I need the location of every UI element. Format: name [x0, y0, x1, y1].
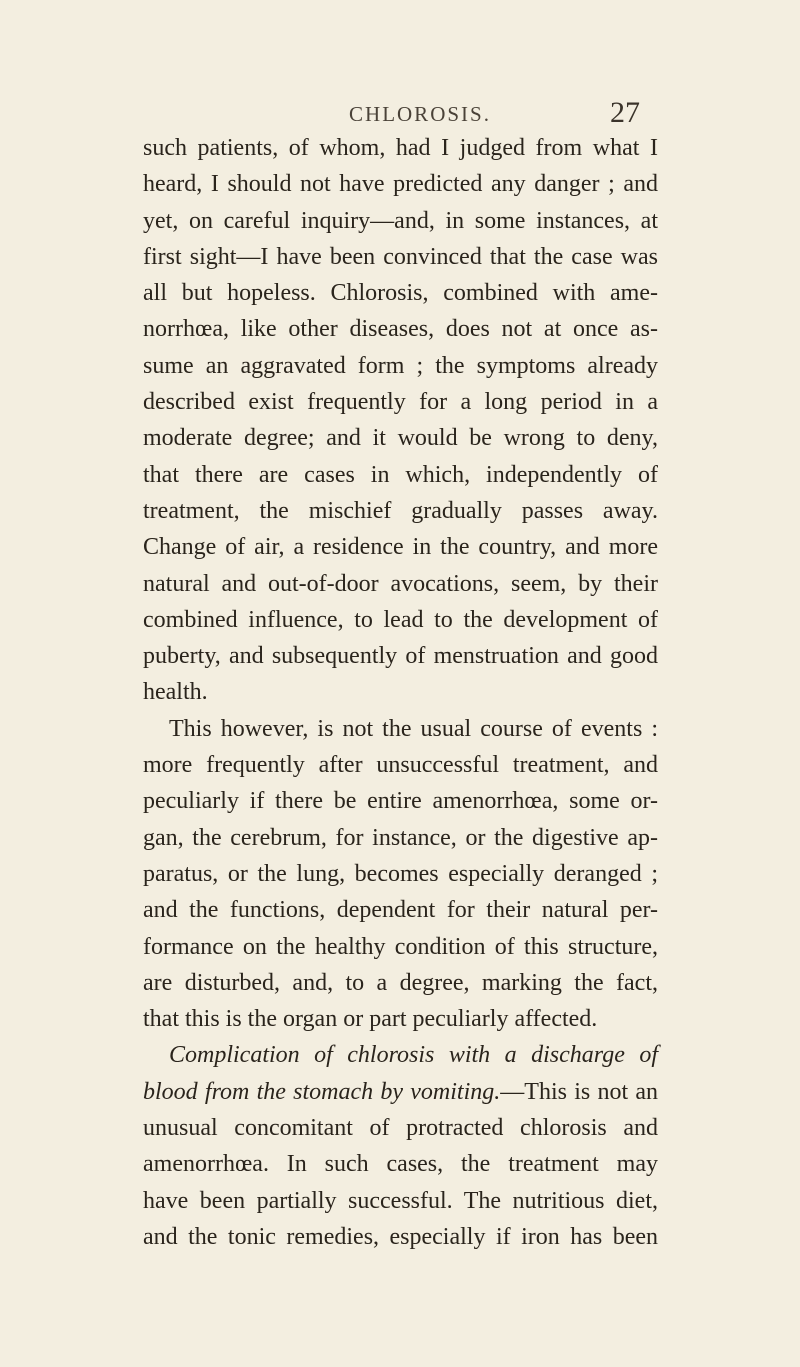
- text-line: health.: [143, 679, 208, 706]
- running-title: CHLOROSIS.: [349, 102, 491, 126]
- text-line: have been partially successful. The nutritious diet,: [143, 1187, 658, 1214]
- text-line: gan, the cerebrum, for instance, or the digestive ap-: [143, 824, 658, 851]
- text-line: combined influence, to lead to the development of: [143, 606, 658, 633]
- text-line: treatment, the mischief gradually passes away.: [143, 497, 658, 524]
- text-line: paratus, or the lung, becomes especially deranged ;: [143, 860, 658, 887]
- running-header: [0, 96, 800, 132]
- text-line: all but hopeless. Chlorosis, combined with ame-: [143, 280, 658, 307]
- text-line: more frequently after unsuccessful treatment, and: [143, 752, 658, 779]
- text-line: unusual concomitant of protracted chlorosis and: [143, 1115, 658, 1142]
- section-heading-line: Complication of chlorosis with a discharge of: [169, 1042, 658, 1069]
- heading-continuation: —This is not an: [500, 1078, 658, 1105]
- text-line: such patients, of whom, had I judged from what I: [143, 135, 658, 161]
- text-line: first sight—I have been convinced that the case was: [143, 243, 658, 270]
- text-line: moderate degree; and it would be wrong to deny,: [143, 425, 658, 452]
- text-line: This however, is not the usual course of events :: [169, 715, 658, 742]
- text-line: peculiarly if there be entire amenorrhœa, some or-: [143, 788, 658, 815]
- text-line: puberty, and subsequently of menstruation and good: [143, 643, 658, 670]
- text-line: norrhœa, like other diseases, does not at once as-: [143, 316, 658, 343]
- section-heading-line-with-text: [143, 1074, 658, 1110]
- page-number: 27: [610, 96, 640, 129]
- body-text: [143, 130, 658, 1255]
- text-line: yet, on careful inquiry—and, in some instances, at: [143, 207, 658, 234]
- text-line: amenorrhœa. In such cases, the treatment may: [143, 1151, 658, 1178]
- text-line: and the tonic remedies, especially if iron has been: [143, 1223, 658, 1250]
- text-line: and the functions, dependent for their natural per-: [143, 897, 658, 924]
- text-line: sume an aggravated form ; the symptoms already: [143, 352, 658, 379]
- text-line: Change of air, a residence in the country, and more: [143, 534, 658, 561]
- text-line: are disturbed, and, to a degree, marking the fact,: [143, 969, 658, 996]
- text-line: that this is the organ or part peculiarly affected.: [143, 1006, 598, 1033]
- text-line: described exist frequently for a long period in a: [143, 389, 658, 416]
- section-heading-italic: blood from the stomach by vomiting.: [143, 1078, 501, 1105]
- text-line: that there are cases in which, independently of: [143, 461, 658, 488]
- text-line: natural and out-of-door avocations, seem, by their: [143, 570, 658, 597]
- text-line: formance on the healthy condition of this structure,: [143, 933, 658, 960]
- text-line: heard, I should not have predicted any danger ; and: [143, 171, 658, 198]
